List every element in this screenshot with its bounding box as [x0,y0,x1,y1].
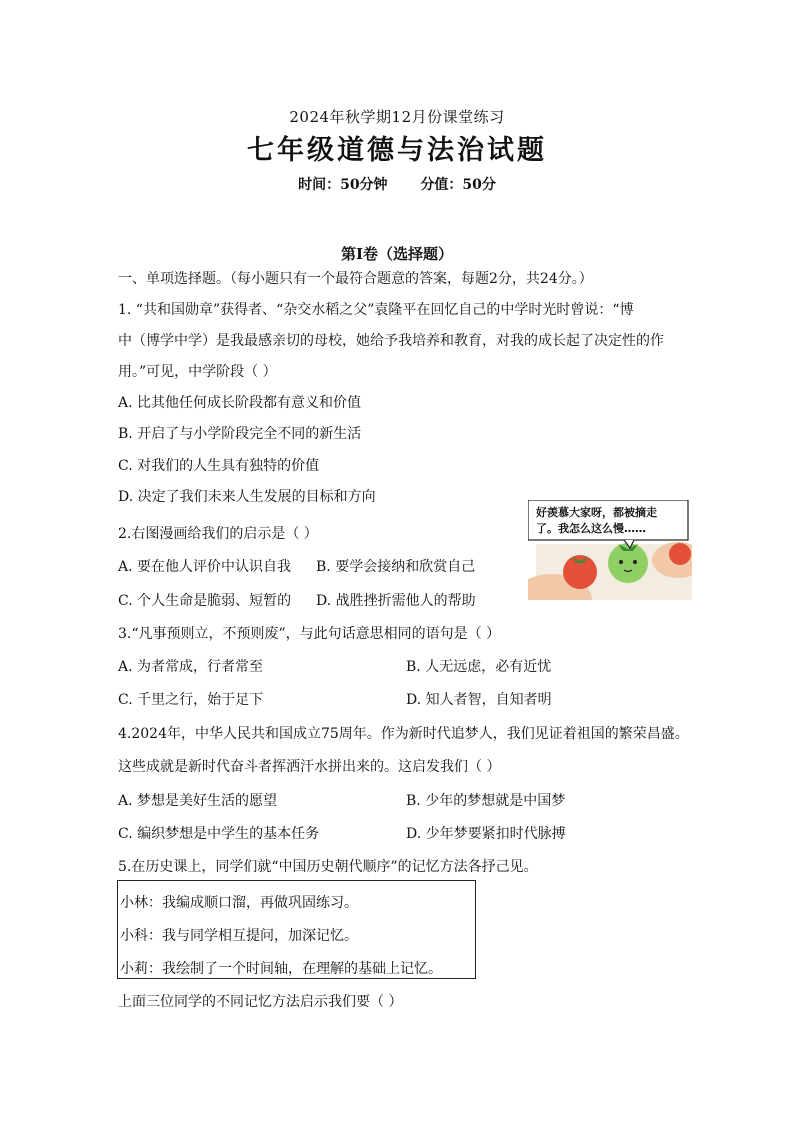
quote-line: 小林：我编成顺口溜，再做巩固练习。 [120,895,358,911]
quote-line: 小莉：我绘制了一个时间轴，在理解的基础上记忆。 [120,961,442,977]
tomato-eye [619,560,623,564]
option-a: A. 梦想是美好生活的愿望 [118,793,278,809]
question-followup: 上面三位同学的不同记忆方法启示我们要（ ） [118,994,403,1010]
question-text: 4.2024年，中华人民共和国成立75周年。作为新时代追梦人，我们见证着祖国的繁荣昌盛。 [118,726,689,742]
section-title: 第Ⅰ卷（选择题） [340,245,454,263]
option-d: D. 少年梦要紧扣时代脉搏 [406,826,566,842]
question-text: 用。”可见，中学阶段（ ） [118,364,277,380]
section-instruction: 一、单项选择题。（每小题只有一个最符合题意的答案，每题2分，共24分。） [118,271,593,287]
option-d: D. 战胜挫折需他人的帮助 [316,593,476,609]
option-c: C. 编织梦想是中学生的基本任务 [118,826,320,842]
question-text: 中（博学中学）是我最感亲切的母校，她给予我培养和教育，对我的成长起了决定性的作 [118,333,664,349]
quote-box [117,880,476,979]
question-text: 5.在历史课上，同学们就“中国历史朝代顺序”的记忆方法各抒己见。 [118,859,538,875]
cartoon-image [528,500,692,600]
cartoon-illustration [528,500,692,600]
red-tomato [669,543,691,565]
question-text: 2.右图漫画给我们的启示是（ ） [118,526,318,542]
exam-title: 七年级道德与法治试题 [247,135,547,166]
speech-text: 了。我怎么这么慢…… [536,522,646,535]
option-a: A. 比其他任何成长阶段都有意义和价值 [118,395,362,411]
exam-subtitle: 2024年秋学期12月份课堂练习 [289,108,505,126]
exam-meta [0,174,794,194]
option-b: B. 要学会接纳和欣赏自己 [316,559,476,575]
option-a: A. 要在他人评价中认识自我 [118,559,292,575]
quote-line: 小科：我与同学相互提问，加深记忆。 [120,928,358,944]
exam-score: 分值：50分 [420,177,496,193]
option-d: D. 知人者智，自知者明 [406,692,552,708]
option-c: C. 对我们的人生具有独特的价值 [118,458,320,474]
exam-time: 时间：50分钟 [298,177,388,193]
option-d: D. 决定了我们未来人生发展的目标和方向 [118,489,376,505]
option-c: C. 个人生命是脆弱、短暂的 [118,593,292,609]
option-a: A. 为者常成，行者常至 [118,659,264,675]
option-c: C. 千里之行，始于足下 [118,692,264,708]
option-b: B. 少年的梦想就是中国梦 [406,793,566,809]
question-text: 1. “共和国勋章”获得者、“杂交水稻之父”袁隆平在回忆自己的中学时光时曾说：“博 [118,302,634,318]
question-text: 这些成就是新时代奋斗者挥洒汗水拼出来的。这启发我们（ ） [118,759,501,775]
speech-text: 好羡慕大家呀，都被摘走 [536,506,657,519]
option-b: B. 人无远虑，必有近忧 [406,659,552,675]
question-text: 3.“凡事预则立，不预则废”，与此句话意思相同的语句是（ ） [118,626,501,642]
option-b: B. 开启了与小学阶段完全不同的新生活 [118,426,362,442]
red-tomato [563,555,597,589]
tomato-eye [633,560,637,564]
